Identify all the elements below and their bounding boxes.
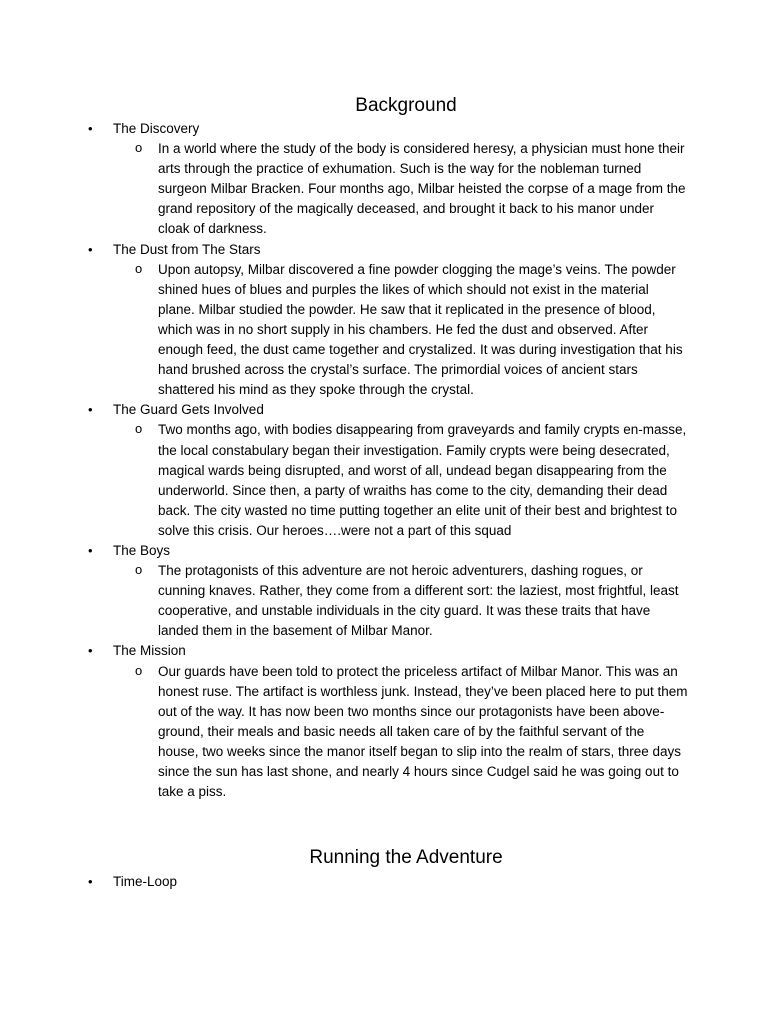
- bullet-icon: •: [88, 241, 93, 257]
- list-item-the-discovery: [0, 119, 768, 240]
- sub-item-text: In a world where the study of the body is considered heresy, a physician must hone their arts through the practice of exhumation. Such is the way for the nobleman turned surgeon Milbar Bracken. Four months ago, Milbar heisted the corpse of a mage from the grand repository of the magically deceased, and brought it back to his manor under cloak of darkness.: [158, 141, 686, 237]
- list-item-time-loop: [0, 872, 768, 892]
- list-item-the-boys: [0, 541, 768, 641]
- bullet-icon: •: [88, 542, 93, 558]
- list-item-label: The Boys: [113, 542, 171, 558]
- sub-item: [0, 260, 768, 401]
- sub-item-text: The protagonists of this adventure are not heroic adventurers, dashing rogues, or cunning knaves. Rather, they come from a different sort: the laziest, most frightful, least cooperative, and unstable individuals in the city guard. It was these traits that have landed them in the basement of Milbar Manor.: [158, 563, 679, 639]
- sub-item-text: Two months ago, with bodies disappearing from graveyards and family crypts en-masse, the local constabulary began their investigation. Family crypts were being desecrated, magical wards being disrupted, and worst of all, undead began disappearing from the underworld. Since then, a party of wraiths has come to the city, demanding their dead back. The city wasted no time putting together an elite unit of their best and brightest to solve this crisis. Our heroes….were not a part of this squad: [158, 422, 687, 538]
- sub-item: [0, 420, 768, 541]
- sub-bullet-icon: o: [135, 662, 143, 678]
- bullet-icon: •: [88, 402, 93, 418]
- list-item-label: The Mission: [113, 643, 186, 659]
- section-heading-background: Background: [355, 95, 457, 116]
- running-the-adventure-list: [0, 872, 768, 892]
- list-item-the-dust-from-the-stars: [0, 240, 768, 401]
- section-heading-running-the-adventure: Running the Adventure: [309, 847, 503, 868]
- list-item-label: The Guard Gets Involved: [113, 402, 264, 418]
- sub-bullet-icon: o: [135, 260, 143, 276]
- sub-item-text: Upon autopsy, Milbar discovered a fine powder clogging the mage’s veins. The powder shined hues of blues and purples the likes of which should not exist in the material plane. Milbar studied the powder. He saw that it replicated in the presence of blood, which was in no short supply in his chambers. He fed the dust and observed. After enough feed, the dust came together and crystalized. It was during investigation that his hand brushed across the crystal’s surface. The primordial voices of ancient stars shattered his mind as they spoke through the crystal.: [158, 261, 683, 398]
- sub-item: [0, 561, 768, 641]
- bullet-icon: •: [88, 643, 93, 659]
- bullet-icon: •: [88, 121, 93, 136]
- list-item-the-guard-gets-involved: [0, 400, 768, 541]
- sub-bullet-icon: o: [135, 140, 143, 156]
- list-item-label: Time-Loop: [113, 874, 178, 889]
- list-item-label: The Discovery: [113, 121, 200, 136]
- list-item-label: The Dust from The Stars: [113, 241, 261, 257]
- sub-bullet-icon: o: [135, 421, 143, 437]
- sub-item: [0, 139, 768, 239]
- sub-item-text: Our guards have been told to protect the priceless artifact of Milbar Manor. This was an honest ruse. The artifact is worthless junk. Instead, they’ve been placed here to put them out of the way. It has now been two months since our protagonists have been above-ground, their meals and basic needs all taken care of by the faithful servant of the house, two weeks since the manor itself began to slip into the realm of stars, three days since the sun has last shone, and nearly 4 hours since Cudgel said he was going out to take a piss.: [158, 663, 688, 800]
- sub-item: [0, 662, 768, 803]
- sub-bullet-icon: o: [135, 562, 143, 578]
- background-list: [0, 119, 768, 802]
- list-item-the-mission: [0, 641, 768, 802]
- bullet-icon: •: [88, 874, 93, 889]
